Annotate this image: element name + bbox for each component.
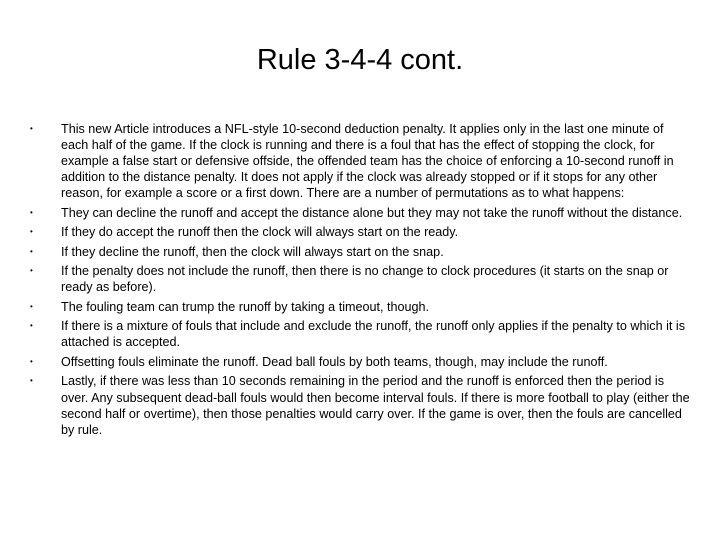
bullet-item bbox=[24, 263, 690, 295]
bullet-text: Lastly, if there was less than 10 seconds remaining in the period and the runoff is enforced then the period is over. Any subsequent dead-ball fouls would then become interval fouls. If there is more football to play (either the second half or overtime), then those penalties would carry over. If the game is over, then the fouls are cancelled by rule. bbox=[61, 374, 690, 437]
bullet-item bbox=[24, 318, 690, 350]
bullet-text: They can decline the runoff and accept the distance alone but they may not take the runoff without the distance. bbox=[61, 205, 683, 220]
bullet-dot-icon: • bbox=[30, 207, 33, 217]
bullet-text: If the penalty does not include the runoff, then there is no change to clock procedures (it starts on the snap or ready as before). bbox=[61, 264, 669, 295]
bullet-item bbox=[24, 299, 690, 315]
bullet-text: Offsetting fouls eliminate the runoff. Dead ball fouls by both teams, though, may include the runoff. bbox=[61, 354, 608, 369]
bullet-item bbox=[24, 373, 690, 437]
bullet-dot-icon: • bbox=[30, 227, 33, 237]
bullet-text: If they decline the runoff, then the clock will always start on the snap. bbox=[61, 244, 444, 259]
bullet-text: If they do accept the runoff then the clock will always start on the ready. bbox=[61, 225, 459, 240]
bullet-item bbox=[24, 244, 690, 260]
bullet-item bbox=[24, 121, 690, 201]
bullet-dot-icon: • bbox=[30, 376, 33, 386]
bullet-text: If there is a mixture of fouls that include and exclude the runoff, the runoff only applies if the penalty to which it is attached is accepted. bbox=[61, 319, 685, 350]
bullet-dot-icon: • bbox=[30, 266, 33, 276]
bullet-dot-icon: • bbox=[30, 246, 33, 256]
bullet-text: This new Article introduces a NFL-style 10-second deduction penalty. It applies only in the last one minute of each half of the game. If the clock is running and there is a foul that has the effect of stopping the clock, for example a false start or defensive offside, the offended team has the choice of enforcing a 10-second runoff in addition to the distance penalty. It does not apply if the clock was already stopped or if it stops for any other reason, for example a score or a first down. There are a number of permutations as to what happens: bbox=[61, 122, 674, 201]
bullet-item bbox=[24, 224, 690, 240]
bullet-dot-icon: • bbox=[30, 356, 33, 366]
bullet-text: The fouling team can trump the runoff by taking a timeout, though. bbox=[61, 299, 430, 314]
bullet-dot-icon: • bbox=[30, 124, 33, 133]
bullet-list bbox=[24, 121, 690, 441]
bullet-dot-icon: • bbox=[30, 321, 33, 331]
bullet-dot-icon: • bbox=[30, 301, 33, 311]
slide-title: Rule 3-4-4 cont. bbox=[256, 44, 464, 76]
bullet-item bbox=[24, 354, 690, 370]
bullet-item bbox=[24, 205, 690, 221]
